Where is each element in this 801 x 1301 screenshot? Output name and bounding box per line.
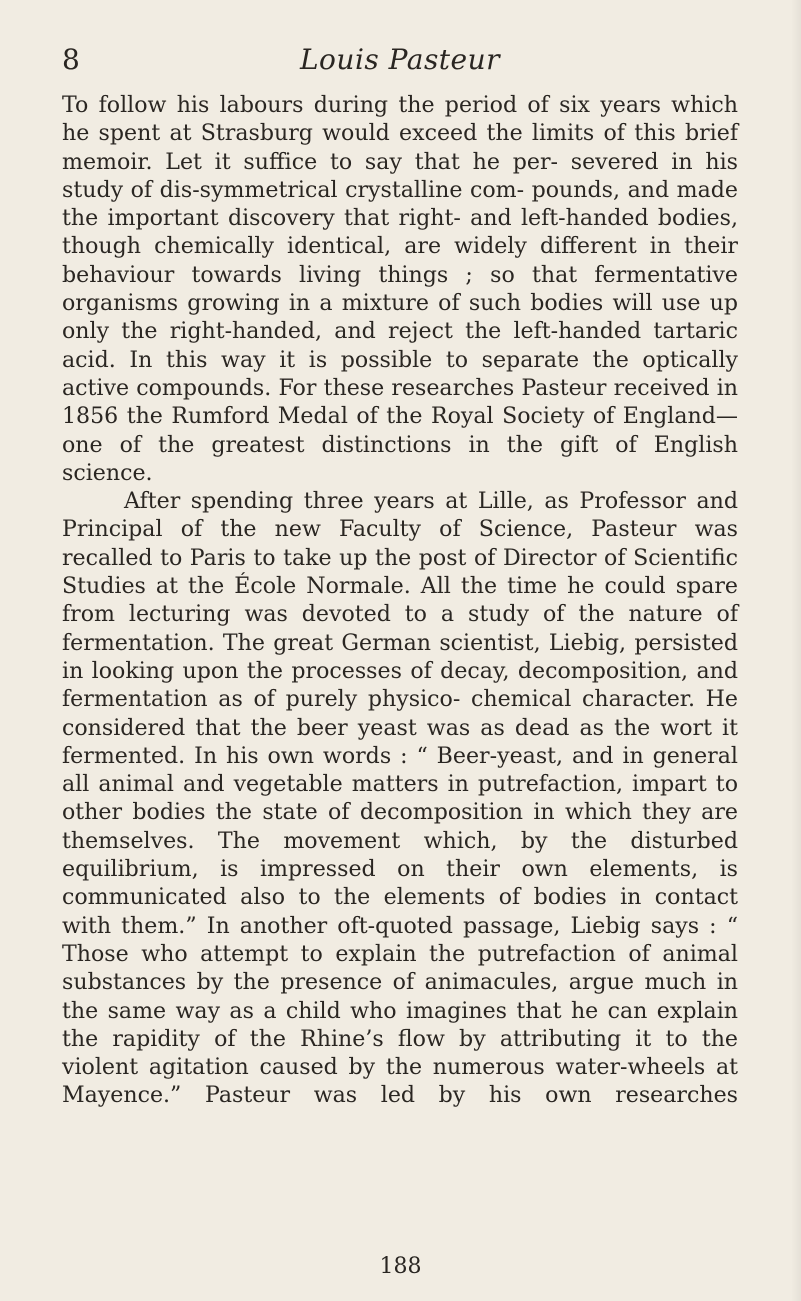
page-number: 8 <box>62 43 80 76</box>
body-text <box>62 91 738 1110</box>
page-header <box>62 42 738 86</box>
running-title: Louis Pasteur <box>299 43 501 76</box>
page-edge-shadow <box>791 0 801 1301</box>
folio-number: 188 <box>379 1254 422 1279</box>
paragraph-liebig: After spending three years at Lille, as Professor and Principal of the new Faculty of Science, Pasteur was recalled to Paris to take up the post of Director of Scientific Studies at the École Normale. All the time he could spare from lecturing was devoted to a study of the nature of fermentation. The great German scientist, Liebig, persisted in looking upon the processes of decay, decomposition, and fermentation as of purely physico- chemical character. He considered that the beer yeast was as dead as the wort it fermented. In his own words : “ Beer-yeast, and in general all animal and vegetable matters in putrefaction, impart to other bodies the state of decomposition in which they are themselves. The movement which, by the disturbed equilibrium, is impressed on their own elements, is communicated also to the elements of bodies in contact with them.” In another oft-quoted passage, Liebig says : “ Those who attempt to explain the putrefaction of animal substances by the presence of animacules, argue much in the same way as a child who imagines that he can explain the rapidity of the Rhine’s flow by attributing it to the violent agitation caused by the numerous water-wheels at Mayence.” Pasteur was led by his own researches <box>62 488 738 1109</box>
paragraph-strasburg: To follow his labours during the period of six years which he spent at Strasburg would exceed the limits of this brief memoir. Let it suffice to say that he per- severed in his study of dis-symmetrical crystalline com- pounds, and made the important discovery that right- and left-handed bodies, though chemically identical, are widely different in their behaviour towards living things ; so that fermentative organisms growing in a mixture of such bodies will use up only the right-handed, and reject the left-handed tartaric acid. In this way it is possible to separate the optically active compounds. For these researches Pasteur received in 1856 the Rumford Medal of the Royal Society of England—one of the greatest distinctions in the gift of English science. <box>62 92 738 486</box>
